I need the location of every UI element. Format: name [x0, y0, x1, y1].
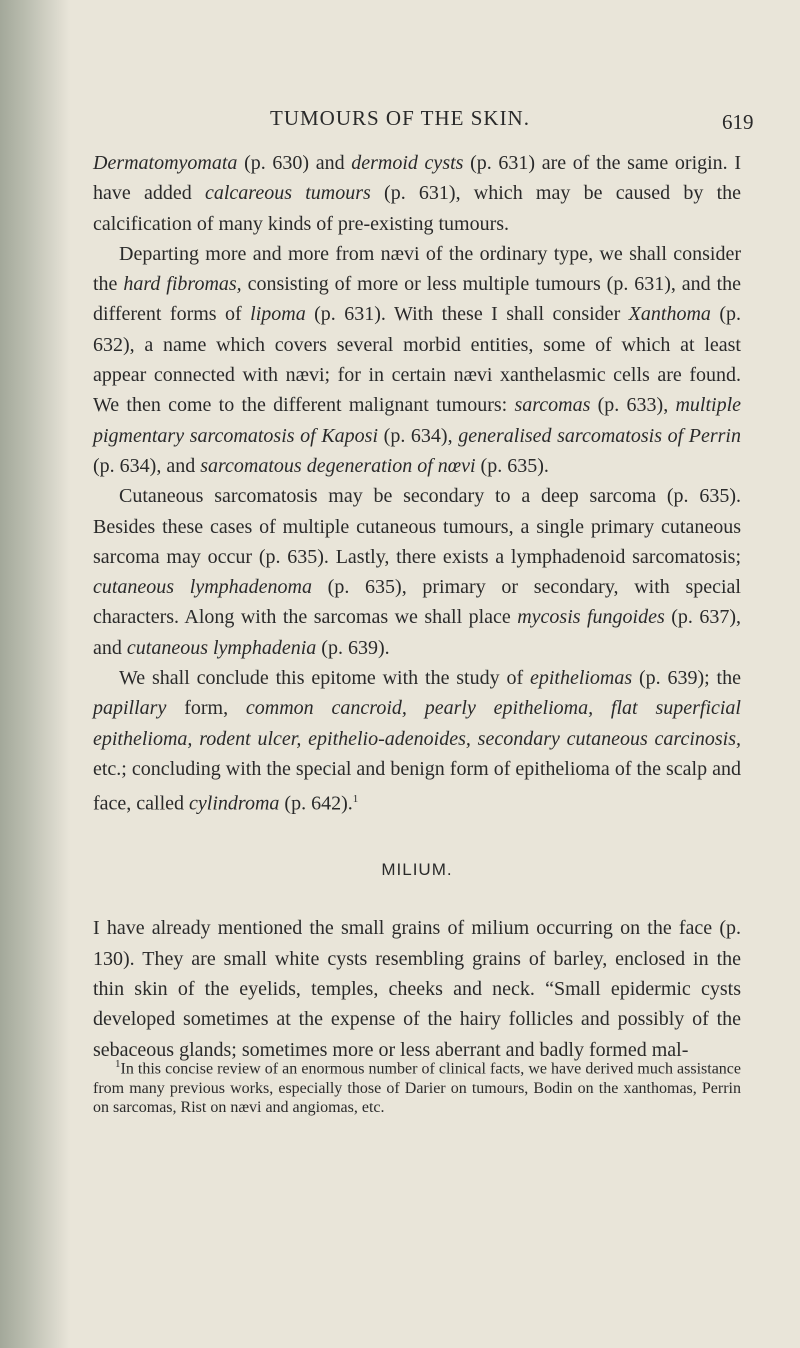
text-run: I have already mentioned the small grains of milium occurring on the face (p. 130). They are small white cysts resembling grains of barley, enclosed in the thin skin of the eyelids, temples, cheeks and neck. “Small epidermic cysts developed sometimes at the expense of the hairy follicles and possibly of the sebaceous glands; sometimes more or less aberrant and badly formed mal- — [93, 917, 741, 1061]
main-text — [93, 148, 741, 1065]
footnote-marker: 1 — [115, 1058, 121, 1070]
italic-term: cutaneous lymphadenoma — [93, 576, 312, 599]
italic-term: Dermatomyomata — [93, 152, 238, 174]
body-paragraph — [93, 239, 741, 481]
section-heading: MILIUM. — [381, 860, 453, 880]
italic-term: epitheliomas — [529, 667, 633, 690]
text-run: (p. 635), primary or secondary, with special characters. Along with the sarcomas we shall place — [93, 576, 741, 629]
page-number: 619 — [722, 110, 754, 134]
italic-term: common cancroid, pearly epithelioma, flat superficial epithelioma, rodent ulcer, epithelio-adenoides, secondary cutaneous carcinosis, — [93, 697, 741, 750]
italic-term: cylindroma — [189, 792, 280, 815]
italic-term: cutaneous lymphadenia — [126, 636, 317, 659]
text-run: (p. 631) are of the same origin. I have added — [93, 152, 741, 205]
footnote-text — [93, 1055, 741, 1118]
italic-term: sarcomas — [514, 394, 591, 417]
text-run: (p. 639); the — [632, 667, 741, 690]
milium-paragraph — [93, 913, 741, 1064]
italic-term: lipoma — [250, 303, 306, 326]
text-run: (p. 630) and — [237, 152, 352, 174]
body-paragraph — [93, 481, 741, 663]
italic-term: sarcomatous degeneration of nœvi — [200, 454, 476, 477]
text-run: consisting of more or less multiple tumours (p. 631), and the different forms of — [93, 273, 742, 326]
text-run: (p. 631), which may be caused by the calcification of many kinds of pre-existing tumours. — [93, 182, 742, 235]
text-run: (p. 635). — [475, 454, 549, 477]
text-run: (p. 634), — [378, 424, 459, 447]
italic-term: dermoid cysts — [351, 152, 464, 174]
italic-term: calcareous tumours — [204, 182, 371, 205]
italic-term: multiple pigmentary sarcomatosis of Kaposi — [93, 394, 741, 447]
footnote — [93, 1055, 741, 1118]
italic-term: hard fibromas, — [123, 273, 242, 296]
text-run: (p. 633), — [590, 394, 676, 417]
text-run: (p. 634), and — [93, 454, 201, 477]
text-run: etc.; concluding with the special and benign form of epithelioma of the scalp and face, called — [93, 757, 741, 815]
text-run: (p. 631). With these I shall consider — [305, 303, 629, 326]
body-paragraph — [93, 663, 741, 819]
text-run: Departing more and more from nævi of the ordinary type, we shall consider the — [93, 242, 741, 296]
text-run: (p. 632), a name which covers several morbid entities, some of which at least appear connected with nævi; for in certain nævi xanthelasmic cells are found. We then come to the different malignant tumours: — [93, 303, 741, 417]
text-run: In this concise review of an enormous number of clinical facts, we have derived much assistance from many previous works, especially those of Darier on tumours, Bodin on the xanthomas, Perrin on sarcomas, Rist on nævi and angiomas, etc. — [93, 1060, 741, 1117]
italic-term: Xanthoma — [628, 303, 711, 326]
text-run: Cutaneous sarcomatosis may be secondary to a deep sarcoma (p. 635). Besides these cases of multiple cutaneous tumours, a single primary cutaneous sarcoma may occur (p. 635). Lastly, there exists a lymphadenoid sarcomatosis; — [93, 485, 741, 568]
text-run: form, — [166, 697, 246, 720]
text-run: We shall conclude this epitome with the study of — [119, 667, 530, 690]
italic-term: mycosis fungoides — [517, 606, 665, 629]
footnote-marker: 1 — [352, 793, 359, 806]
body-paragraph — [93, 148, 741, 239]
running-head: TUMOURS OF THE SKIN. — [270, 106, 530, 130]
text-run: (p. 639). — [316, 636, 390, 659]
text-run: (p. 642). — [279, 792, 353, 815]
italic-term: papillary — [93, 697, 167, 720]
italic-term: generalised sarcomatosis of Perrin — [458, 424, 741, 447]
text-run: (p. 637), and — [93, 606, 741, 659]
